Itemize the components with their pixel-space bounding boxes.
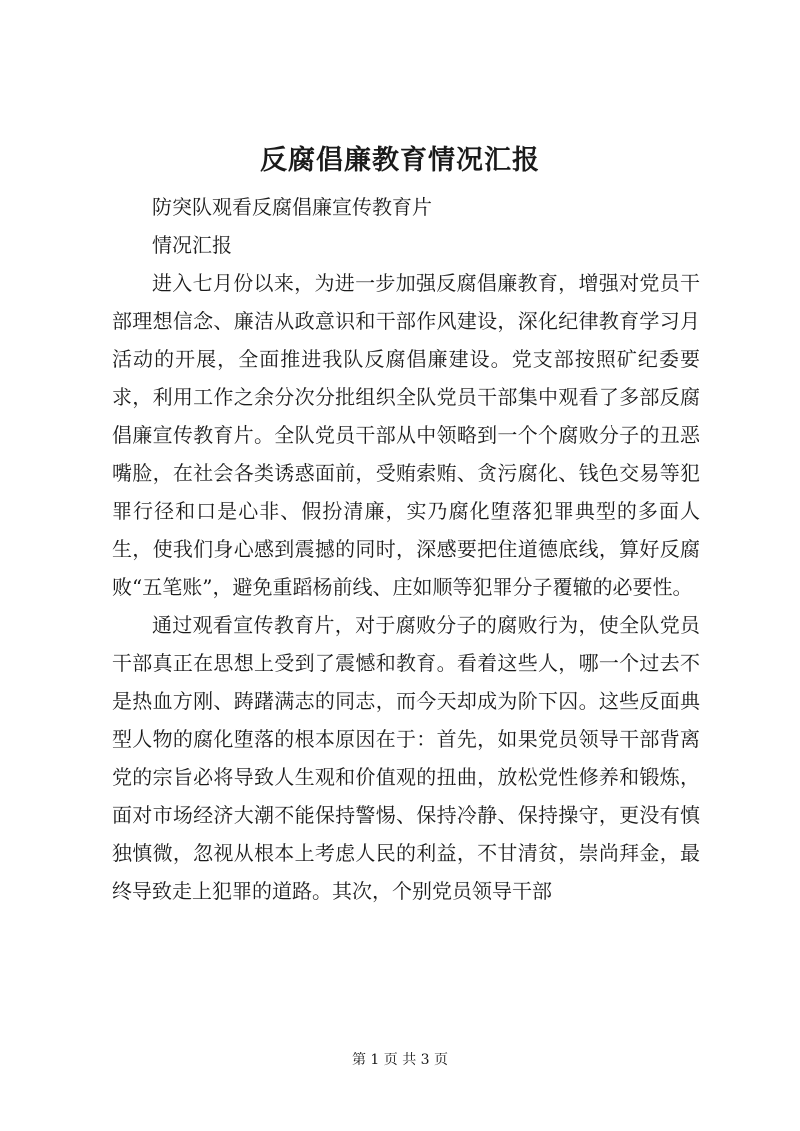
body-paragraph: 通过观看宣传教育片，对于腐败分子的腐败行为，使全队党员干部真正在思想上受到了震憾和教育。看着这些人，哪一个过去不是热血方刚、踌躇满志的同志，而今天却成为阶下囚。这些反面典型人物的腐化堕落的根本原因在于：首先，如果党员领导干部背离党的宗旨必将导致人生观和价值观的扭曲，放松党性修养和锻炼，面对市场经济大潮不能保持警惕、保持冷静、保持操守，更没有慎独慎微，忽视从根本上考虑人民的利益，不甘清贫，崇尚拜金，最终导致走上犯罪的道路。其次，个别党员领导干部 xyxy=(112,613,700,903)
subtitle-line-1: 防突队观看反腐倡廉宣传教育片 xyxy=(152,195,432,219)
document-body xyxy=(112,188,700,910)
page-footer: 第 1 页 共 3 页 xyxy=(351,1052,449,1068)
document-title: 反腐倡廉教育情况汇报 xyxy=(260,145,540,176)
subtitle-line-2: 情况汇报 xyxy=(152,233,232,257)
body-paragraph: 进入七月份以来，为进一步加强反腐倡廉教育，增强对党员干部理想信念、廉洁从政意识和干部作风建设，深化纪律教育学习月活动的开展，全面推进我队反腐倡廉建设。党支部按照矿纪委要求，利用工作之余分次分批组织全队党员干部集中观看了多部反腐倡廉宣传教育片。全队党员干部从中领略到一个个腐败分子的丑恶嘴脸，在社会各类诱惑面前，受贿索贿、贪污腐化、钱色交易等犯罪行径和口是心非、假扮清廉，实乃腐化堕落犯罪典型的多面人生，使我们身心感到震撼的同时，深感要把住道德底线，算好反腐败“五笔账”，避免重蹈杨前线、庄如顺等犯罪分子覆辙的必要性。 xyxy=(112,271,700,599)
